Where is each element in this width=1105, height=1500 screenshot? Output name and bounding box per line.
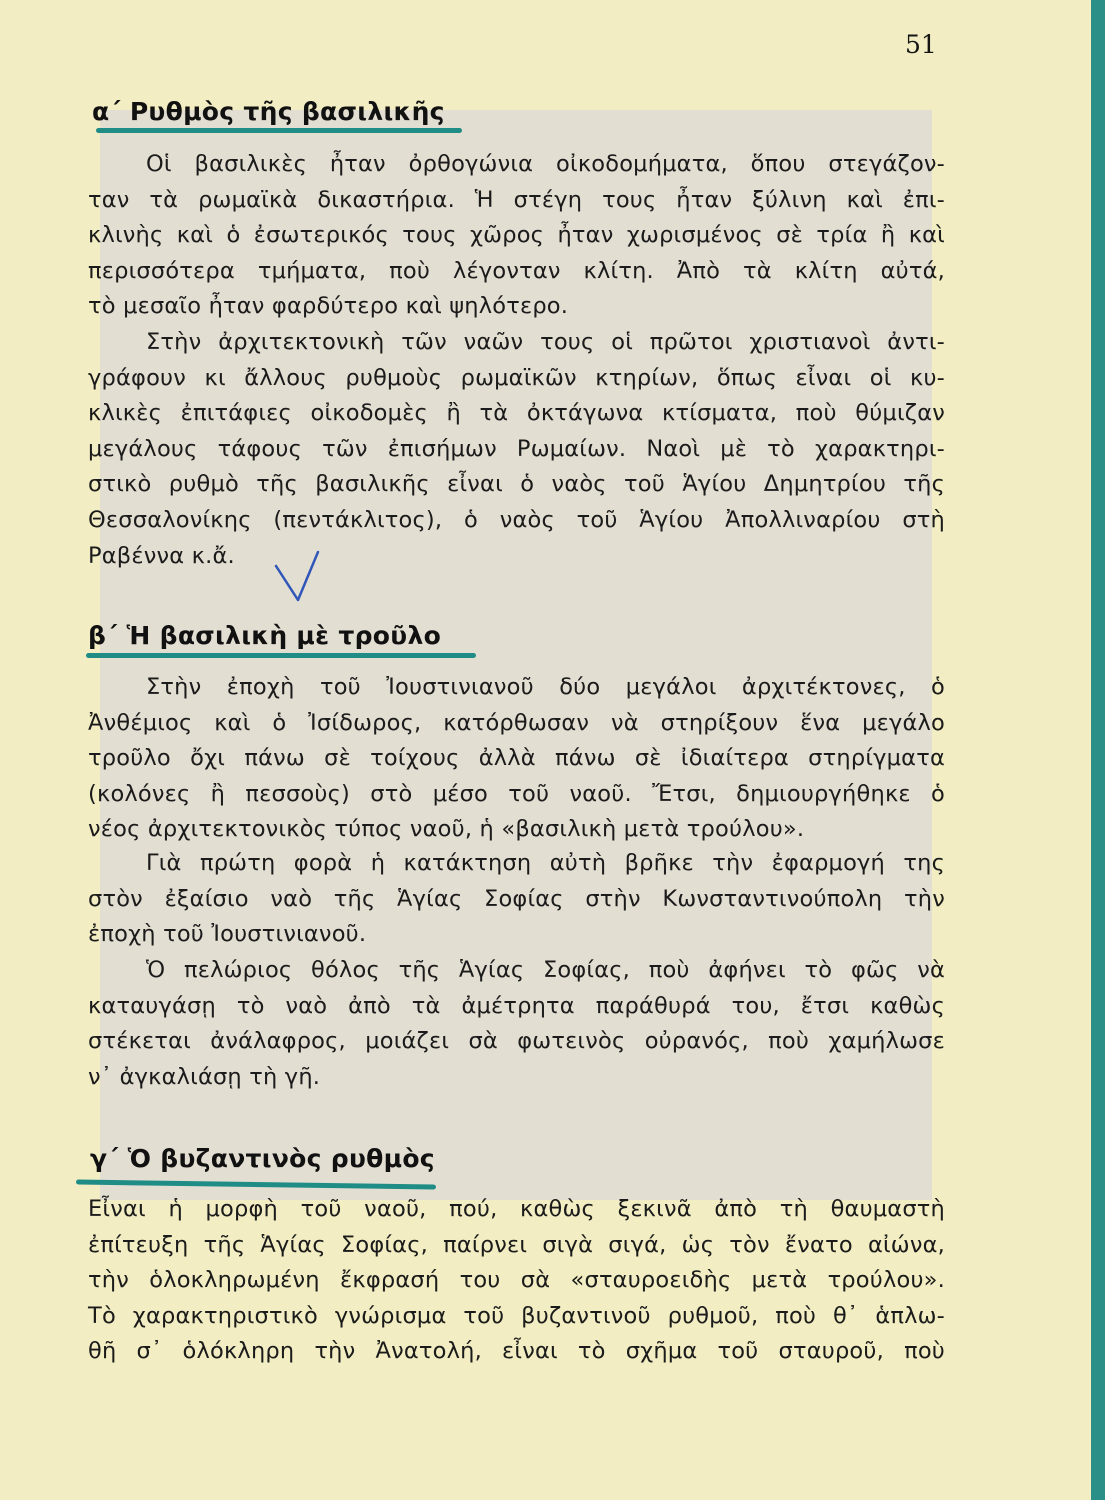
heading-underline-a bbox=[96, 128, 462, 133]
text-line: περισσότερα τμήματα, ποὺ λέγονταν κλίτη. Ἀπὸ τὰ κλίτη αὐτά, bbox=[88, 257, 945, 284]
paragraph-c1 bbox=[88, 1192, 945, 1370]
paragraph-a2 bbox=[88, 325, 945, 574]
text-line: Τὸ χαρακτηριστικὸ γνώρισμα τοῦ βυζαντινοῦ ρυθμοῦ, ποὺ θ᾿ ἁπλω- bbox=[88, 1302, 945, 1329]
paragraph-b1 bbox=[88, 670, 945, 848]
text-line: Εἶναι ἡ μορφὴ τοῦ ναοῦ, πού, καθὼς ξεκινᾶ ἀπὸ τὴ θαυμαστὴ bbox=[88, 1196, 945, 1222]
text-line: Θεσσαλονίκης (πεντάκλιτος), ὁ ναὸς τοῦ Ἁγίου Ἀπολλιναρίου στὴ bbox=[88, 506, 945, 533]
text-line: στέκεται ἀνάλαφρος, μοιάζει σὰ φωτεινὸς οὐρανός, ποὺ χαμήλωσε bbox=[88, 1028, 945, 1055]
text-line: ἐπίτευξη τῆς Ἁγίας Σοφίας, παίρνει σιγὰ σιγά, ὡς τὸν ἔνατο αἰώνα, bbox=[88, 1231, 945, 1258]
text-line: Στὴν ἀρχιτεκτονικὴ τῶν ναῶν τους οἱ πρῶτοι χριστιανοὶ ἀντι- bbox=[146, 329, 945, 355]
text-line: Γιὰ πρώτη φορὰ ἡ κατάκτηση αὐτὴ βρῆκε τὴν ἐφαρμογή της bbox=[146, 850, 945, 876]
text-line: Ραβέννα κ.ἄ. bbox=[88, 542, 235, 569]
section-heading-a: α΄ Ρυθμὸς τῆς βασιλικῆς bbox=[92, 97, 445, 126]
text-line: στὸν ἐξαίσιο ναὸ τῆς Ἁγίας Σοφίας στὴν Κωνσταντινούπολη τὴν bbox=[88, 885, 945, 912]
text-line: κλινὴς καὶ ὁ ἐσωτερικός τους χῶρος ἦταν χωρισμένος σὲ τρία ἢ καὶ bbox=[88, 222, 945, 249]
paragraph-b2 bbox=[88, 846, 945, 953]
paragraph-a1 bbox=[88, 147, 945, 325]
text-line: ταν τὰ ρωμαϊκὰ δικαστήρια. Ἡ στέγη τους ἦταν ξύλινη καὶ ἐπι- bbox=[88, 186, 945, 213]
paragraph-b3 bbox=[88, 953, 945, 1095]
section-heading-b: β΄ Ἡ βασιλικὴ μὲ τροῦλο bbox=[88, 621, 442, 650]
text-line: Οἱ βασιλικὲς ἦταν ὀρθογώνια οἰκοδομήματα, ὅπου στεγάζον- bbox=[146, 151, 945, 177]
text-line: ἐποχὴ τοῦ Ἰουστινιανοῦ. bbox=[88, 921, 367, 948]
text-line: ν᾿ ἀγκαλιάσῃ τὴ γῆ. bbox=[88, 1063, 321, 1090]
text-line: τὴν ὁλοκληρωμένη ἔκφρασή του σὰ «σταυροειδὴς μετὰ τρούλου». bbox=[88, 1267, 945, 1294]
text-line: Στὴν ἐποχὴ τοῦ Ἰουστινιανοῦ δύο μεγάλοι ἀρχιτέκτονες, ὁ bbox=[146, 674, 945, 700]
text-line: μεγάλους τάφους τῶν ἐπισήμων Ρωμαίων. Ναοὶ μὲ τὸ χαρακτηρι- bbox=[88, 435, 945, 462]
text-line: Ἀνθέμιος καὶ ὁ Ἰσίδωρος, κατόρθωσαν νὰ στηρίξουν ἕνα μεγάλο bbox=[88, 709, 945, 736]
text-line: θῆ σ᾿ ὁλόκληρη τὴν Ἀνατολή, εἶναι τὸ σχῆμα τοῦ σταυροῦ, ποὺ bbox=[88, 1338, 945, 1365]
text-line: τὸ μεσαῖο ἦταν φαρδύτερο καὶ ψηλότερο. bbox=[88, 293, 569, 320]
text-line: στικὸ ρυθμὸ τῆς βασιλικῆς εἶναι ὁ ναὸς τοῦ Ἁγίου Δημητρίου τῆς bbox=[88, 471, 945, 498]
text-line: γράφουν κι ἄλλους ρυθμοὺς ρωμαϊκῶν κτηρίων, ὅπως εἶναι οἱ κυ- bbox=[88, 364, 945, 391]
text-line: καταυγάσῃ τὸ ναὸ ἀπὸ τὰ ἀμέτρητα παράθυρά του, ἔτσι καθὼς bbox=[88, 992, 945, 1019]
heading-underline-b bbox=[86, 653, 476, 658]
text-line: Ὁ πελώριος θόλος τῆς Ἁγίας Σοφίας, ποὺ ἀφήνει τὸ φῶς νὰ bbox=[146, 957, 945, 983]
section-heading-c: γ΄ Ὁ βυζαντινὸς ρυθμὸς bbox=[90, 1144, 435, 1173]
checkmark-icon bbox=[268, 548, 328, 604]
page-number: 51 bbox=[905, 30, 937, 59]
text-line: (κολόνες ἢ πεσσοὺς) στὸ μέσο τοῦ ναοῦ. Ἔτσι, δημιουργήθηκε ὁ bbox=[88, 780, 945, 807]
page-edge bbox=[1091, 0, 1105, 1500]
text-line: νέος ἀρχιτεκτονικὸς τύπος ναοῦ, ἡ «βασιλικὴ μετὰ τρούλου». bbox=[88, 816, 805, 843]
text-line: κλικὲς ἐπιτάφιες οἰκοδομὲς ἢ τὰ ὀκτάγωνα κτίσματα, ποὺ θύμιζαν bbox=[88, 400, 945, 427]
text-line: τροῦλο ὄχι πάνω σὲ τοίχους ἀλλὰ πάνω σὲ ἰδιαίτερα στηρίγματα bbox=[88, 745, 945, 772]
